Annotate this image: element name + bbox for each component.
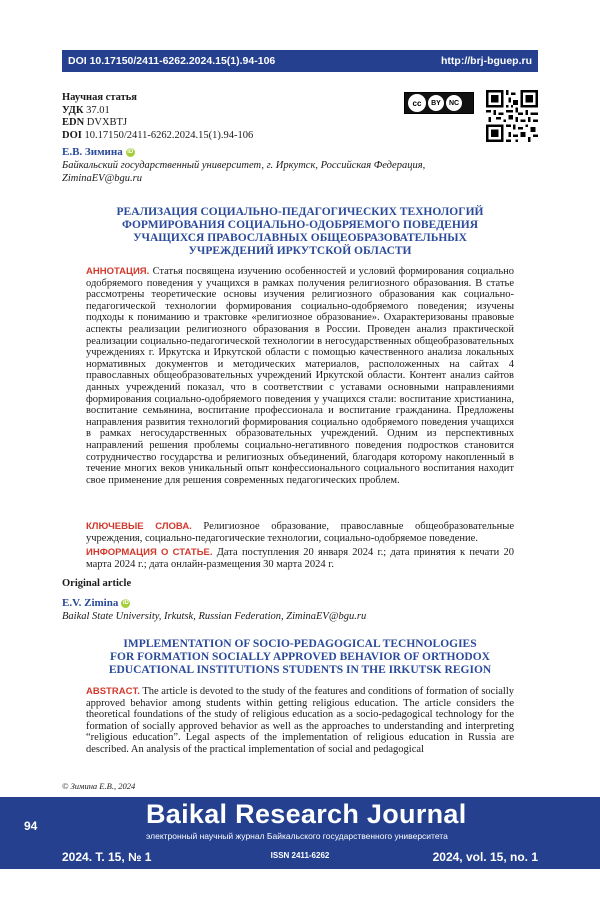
orcid-icon[interactable]: iD bbox=[127, 148, 134, 155]
header-bar bbox=[62, 50, 538, 72]
en-title bbox=[62, 638, 538, 677]
en-author-name: E.V. Zimina bbox=[62, 597, 119, 609]
ru-abstract-text: Статья посвящена изучению особенностей и условий формирования социально одобряемого поведения у учащихся в рамках получения религиозного образования. В статье рассмотрены теоретические основы изучения религиозного образования как социально-педагогической технологии формирования социально-одобряемого поведения; изучены подходы к пониманию и трактовке «религиозное образование». Охарактеризованы правовые аспекты реализации религиозного образования в России. Проведен анализ практической реализации социально-педагогической технологии в негосударственных общеобразовательных учреждениях г. Иркутска и Иркутской области с помощью качественного анализа локальных нормативных документов и методических материалов, расположенных на сайтах 4 православных общеобразовательных учреждений Иркутской области. Контент анализ сайтов данных учреждений показал, что в соответствии с уставами основными направлениями формирования социально-одобряемого поведения у учащихся стали: воспитание христианина, воспитание семьянина, воспитание профессионала и воспитание гражданина. Предложены направления развития технологий формирования социально одобряемого поведения учащихся в рамках негосударственных образовательных учреждений. Одним из перспективных направлений решения проблемы социально-негативного поведения подростков становится сотрудничество государства и религиозных объединений, благодаря которому накопленный в течение многих веков уникальный опыт конфессионального социального воспитания находит свое применение для решения современных педагогических проблем. bbox=[86, 266, 515, 486]
journal-title: Baikal Research Journal bbox=[146, 799, 467, 829]
en-title-line: IMPLEMENTATION OF SOCIO-PEDAGOGICAL TECHNOLOGIES bbox=[123, 638, 477, 650]
nc-icon: NC bbox=[446, 95, 462, 111]
article-meta bbox=[62, 92, 253, 142]
cc-icon: cc bbox=[408, 94, 426, 112]
ru-keywords-label: КЛЮЧЕВЫЕ СЛОВА. bbox=[86, 521, 192, 532]
article-type: Научная статья bbox=[62, 92, 137, 103]
ru-title-line: ФОРМИРОВАНИЯ СОЦИАЛЬНО-ОДОБРЯЕМОГО ПОВЕДЕНИЯ bbox=[121, 219, 479, 231]
ru-abstract bbox=[86, 266, 514, 486]
ru-abstract-label: АННОТАЦИЯ. bbox=[86, 266, 150, 277]
doi-value: 10.17150/2411-6262.2024.15(1).94-106 bbox=[84, 129, 254, 141]
ru-title-line: УЧАЩИХСЯ ПРАВОСЛАВНЫХ ОБЩЕОБРАЗОВАТЕЛЬНЫХ bbox=[133, 232, 467, 244]
ru-keywords bbox=[86, 521, 514, 544]
page-number: 94 bbox=[24, 819, 38, 833]
edn-value: DVXBTJ bbox=[86, 117, 128, 128]
copyright: © Зимина Е.В., 2024 bbox=[62, 781, 136, 791]
ru-email[interactable]: ZiminaEV@bgu.ru bbox=[62, 172, 142, 184]
en-original-label: Original article bbox=[62, 578, 132, 589]
ru-article-info bbox=[86, 547, 514, 570]
issue-bar bbox=[0, 847, 600, 869]
udk-label: УДК bbox=[62, 104, 84, 116]
issn: ISSN 2411-6262 bbox=[270, 851, 330, 860]
header-url[interactable]: http://brj-bguep.ru bbox=[441, 55, 532, 67]
issue-ru: 2024. Т. 15, № 1 bbox=[62, 850, 152, 864]
journal-subtitle: электронный научный журнал Байкальского государственного университета bbox=[146, 831, 448, 841]
orcid-icon[interactable]: iD bbox=[122, 599, 129, 606]
ru-title-line: РЕАЛИЗАЦИЯ СОЦИАЛЬНО-ПЕДАГОГИЧЕСКИХ ТЕХНОЛОГИЙ bbox=[116, 206, 484, 218]
ru-info-text: Дата поступления 20 января 2024 г.; дата принятия к печати 20 марта 2024 г.; дата онлайн-размещения 30 марта 2024 г. bbox=[86, 547, 514, 570]
ru-author bbox=[62, 146, 135, 158]
ru-keywords-text: Религиозное образование, православные общеобразовательные учреждения, социально-педагогические технологии, социально-одобряемое поведение. bbox=[86, 521, 515, 544]
en-affiliation: Baikal State University, Irkutsk, Russian Federation, ZiminaEV@bgu.ru bbox=[62, 611, 367, 622]
qr-code-icon bbox=[486, 90, 538, 142]
en-author bbox=[62, 597, 130, 609]
ru-affiliation bbox=[62, 160, 425, 185]
doi-label: DOI bbox=[62, 129, 82, 141]
en-title-line: EDUCATIONAL INSTITUTIONS STUDENTS IN THE IRKUTSK REGION bbox=[108, 664, 492, 676]
ru-author-name: Е.В. Зимина bbox=[62, 146, 123, 158]
issue-en: 2024, vol. 15, no. 1 bbox=[432, 850, 538, 864]
cc-license-badge[interactable] bbox=[404, 92, 474, 114]
edn-label: EDN bbox=[62, 117, 85, 128]
en-title-line: FOR FORMATION SOCIALLY APPROVED BEHAVIOR OF ORTHODOX bbox=[110, 651, 490, 663]
udk-value: 37.01 bbox=[86, 104, 110, 116]
en-abstract-text: The article is devoted to the study of the features and conditions of formation of socially approved behavior among students within getting religious education. The article considers the theoretical foundations of the study of religious education as a socio-pedagogical technology for the formation of socially approved behavior as well as the approaches to understanding and interpreting “religious education”. Legal aspects of the implementation of religious education in Russia are described. An analysis of the practical implementation of social and pedagogical bbox=[86, 686, 514, 755]
by-icon: BY bbox=[428, 95, 444, 111]
ru-title bbox=[62, 206, 538, 258]
ru-title-line: УЧРЕЖДЕНИЙ ИРКУТСКОЙ ОБЛАСТИ bbox=[188, 245, 412, 257]
header-doi: DOI 10.17150/2411-6262.2024.15(1).94-106 bbox=[68, 55, 276, 67]
ru-affiliation-line: Байкальский государственный университет, г. Иркутск, Российская Федерация, bbox=[62, 160, 426, 171]
ru-info-label: ИНФОРМАЦИЯ О СТАТЬЕ. bbox=[86, 547, 213, 558]
en-abstract bbox=[86, 686, 514, 756]
en-abstract-label: ABSTRACT. bbox=[86, 686, 140, 697]
